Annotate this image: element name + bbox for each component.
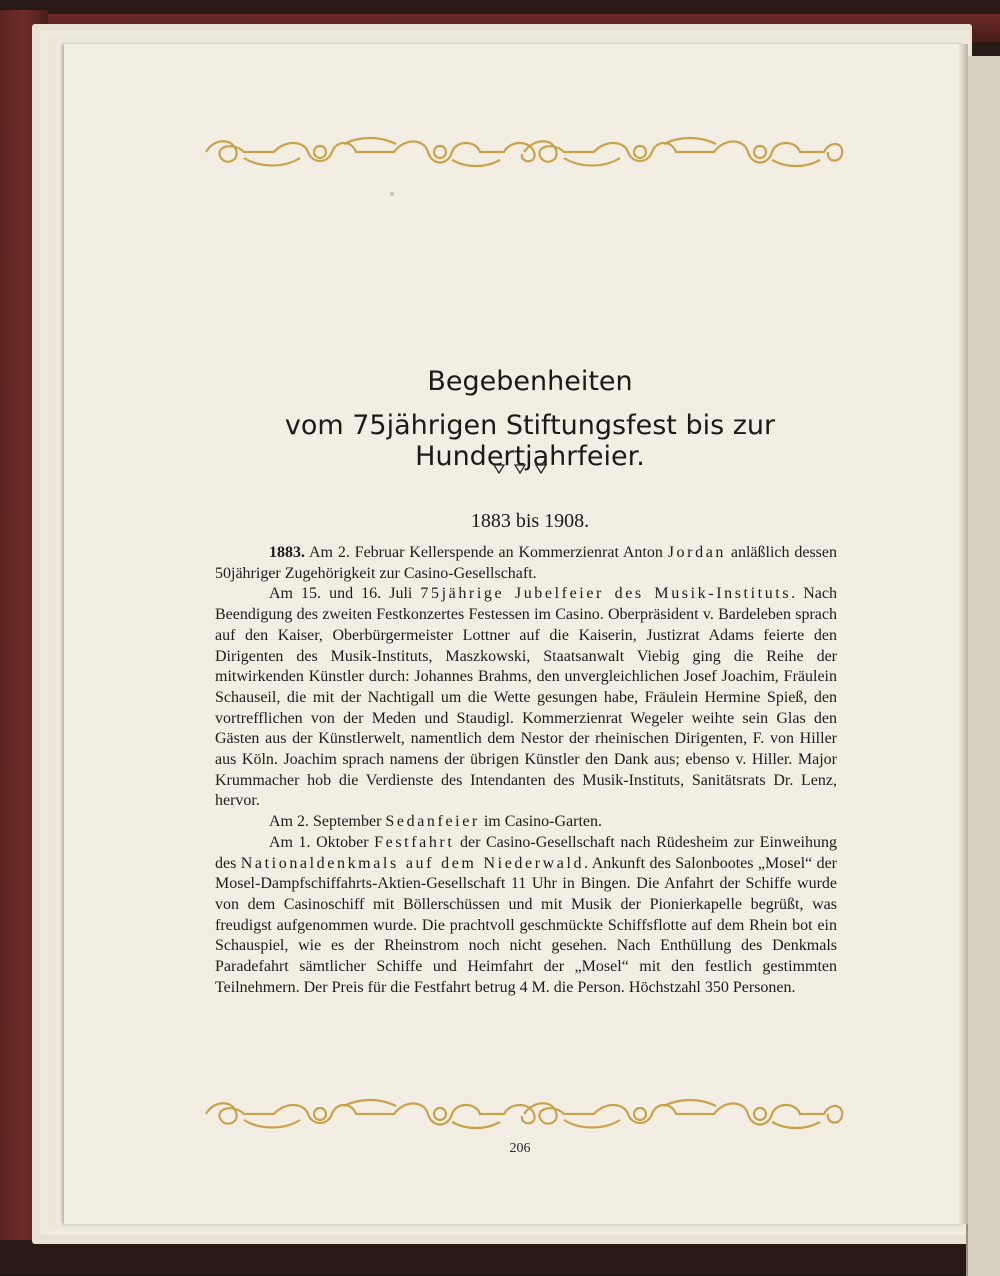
paragraph (215, 833, 837, 999)
text-run: Am 15. und 16. Juli (269, 585, 421, 603)
paragraph (215, 543, 837, 584)
year-label: 1883. (269, 544, 305, 561)
text-run: Am 2. Februar Kellerspende an Kommerzienrat Anton (305, 544, 668, 561)
text-run: Am 2. September (269, 813, 386, 831)
page-number: 206 (509, 1141, 531, 1156)
page-gutter (958, 44, 968, 1224)
text-run: der Casino-Gesellschaft nach Rüdesheim zur Einweihung des (215, 833, 837, 872)
text-run: Am 1. Oktober (269, 833, 375, 851)
paragraph (215, 812, 837, 833)
spaced-event: Sedanfeier (385, 813, 480, 831)
facing-page-edge (966, 56, 1000, 1276)
spaced-event: Festfahrt (374, 833, 455, 851)
text-run: im Casino-Garten. (479, 813, 603, 831)
text-run: anläßlich dessen 50jähriger Zugehörigkeit zur Casino-Gesellschaft. (215, 544, 838, 582)
spaced-event: Nationaldenkmals auf dem Niederwald (240, 854, 585, 872)
page-subtitle: vom 75jährigen Stiftungsfest bis zur Hundertjahrfeier. (284, 410, 776, 472)
text-run: . Ankunft des Salonbootes „Mosel“ der Mosel-Dampfschiffahrts-Aktien-Gesellschaft 11 Uhr in Bingen. Die Anfahrt der Schiffe wurde von dem Casinoschiff mit Böllerschüssen und mit Musik der Pionierkapelle begrüßt, was freudigst aufgenommen wurde. Die prachtvoll geschmückte Schiffsflotte auf dem Rhein bot ein Schauspiel, wie es der Rheinstrom noch nicht gesehen. Nach Enthüllung des Denkmals Paradefahrt sämtlicher Schiffe und Heimfahrt der „Mosel“ mit den festlich gestimmten Teilnehmern. Der Preis für die Festfahrt betrug 4 M. die Person. Höchstzahl 350 Personen. (215, 854, 838, 996)
body-text (215, 543, 837, 998)
ornament-border-top-icon (204, 134, 844, 170)
triangle-down-icon (480, 462, 560, 476)
page-title: Begebenheiten (427, 366, 633, 397)
paper-speck (390, 192, 394, 196)
section-years: 1883 bis 1908. (470, 510, 590, 532)
spaced-event: 75jährige Jubelfeier des Musik-Instituts (420, 585, 792, 603)
paragraph (215, 584, 837, 812)
text-run: . Nach Beendigung des zweiten Festkonzertes Festessen im Casino. Oberpräsident v. Bardeleben sprach auf den Kaiser, Oberbürgermeister Lottner auf die Kaiserin, Justizrat Adams feierte den Dirigenten des Musik-Instituts, Maszkowski, Staatsanwalt Viebig ging die Reihe der mitwirkenden Künstler durch: Johannes Brahms, den unvergleichlichen Josef Joachim, Fräulein Schauseil, die mit der Nachtigall um die Wette gesungen habe, Fräulein Hermine Spieß, den vortrefflichen von der Meden und Staudigl. Kommerzienrat Wegeler weihte sein Glas den Gästen aus der Künstlerwelt, namentlich dem Nestor der rheinischen Dirigenten, F. von Hiller aus Köln. Joachim sprach namens der übrigen Künstler den Dank aus; ebenso v. Hiller. Major Krummacher hob die Verdienste des Intendanten des Musik-Instituts, Sanitätsrats Dr. Lenz, hervor. (215, 585, 837, 810)
ornament-border-bottom-icon (204, 1096, 844, 1132)
spaced-name: Jordan (667, 544, 726, 561)
